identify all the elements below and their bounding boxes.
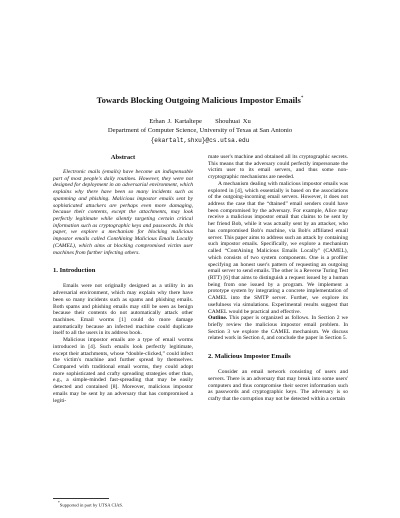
footnote-mark: * bbox=[58, 501, 60, 505]
intro-paragraph-3: mate user's machine and obtained all its cryptographic secrets. This means that the adversary could perfectly impersonate the victim user to its email servers, and thus some non-cryptographic mechanisms are needed. bbox=[208, 154, 348, 181]
author-affiliation: Department of Computer Science, University of Texas at San Antonio bbox=[107, 127, 293, 135]
intro-paragraph-2: Malicious impostor emails are a type of email worms introduced in [4]. Such emails look perfectly legitimate, except their attachments, whose “double-clicked,” could infect the victim's machine and further spread by themselves. Compared with traditional email worms, they could adopt more sophisticated and crafty spreading strategies other than, e.g., a simple-minded fast-spreading that may be easily detected and contained [8]. Moreover, malicious impostor emails may be sent by an adversary that has compromised a legiti- bbox=[53, 337, 193, 404]
section-heading-introduction: 1. Introduction bbox=[53, 267, 96, 275]
paper-title-text: Towards Blocking Outgoing Malicious Impostor Emails bbox=[96, 95, 301, 105]
outline-paragraph bbox=[208, 315, 348, 342]
left-column bbox=[53, 154, 193, 404]
author-names: Erhan J. Kartaltepe Shouhuai Xu bbox=[149, 118, 251, 125]
section2-paragraph-1: Consider an email network consisting of users and servers. There is an adversary that may break into some users' computers and thus compromise their secret information such as passwords and cryptographic keys. The adversary is so crafty that the corruption may not be detected within a certain bbox=[208, 369, 348, 402]
outline-label: Outline. bbox=[208, 315, 228, 322]
intro-paragraph-4: A mechanism dealing with malicious impostor emails was explored in [4], which essentially is based on the associations of the outgoing-incoming email servers. However, it does not address the case that the “dtained” email senders could have been compromised by the adversary. For example, Alice may receive a malicious impostor email that claims to be sent by her friend Bob, while it was actually sent by an attacker, who has compromised Bob's machine, via Bob's affiliated email server. This paper aims to address such an attack by containing such impostor emails. Specifically, we explore a mechanism called “ContAining Malicious Emails Locally” (CAMEL), which consists of two system components. One is a profiler specifying an honest user's pattern of requesting an outgoing email server to send emails. The other is a Reverse Turing Test (RTT) [6] that aims to distinguish a request issued by a human being from one issued by a program. We implement a prototype system by integrating a concrete implementation of CAMEL into the SMTP server. Further, we explore its usefulness via simulations. Experimental results suggest that CAMEL would be practical and effective. bbox=[208, 180, 348, 315]
right-column bbox=[208, 154, 348, 403]
footnote-text: Supported in part by UTSA CIAS. bbox=[59, 502, 124, 508]
author-emails: {ekartalt,shxu}@cs.utsa.edu bbox=[150, 136, 250, 144]
footnote bbox=[58, 501, 123, 508]
intro-paragraph-1: Emails were not originally designed as a utility in an adversarial environment, which may explain why there have been so many incidents such as spams and phishing emails. Both spams and phishing emails may still be seen as benign because their contents do not automatically attack other machines. Email worms [1] could do more damage automatically because an infected machine could duplicate itself to all the users in its address book. bbox=[53, 283, 193, 337]
section-heading-impostor-emails: 2. Malicious Impostor Emails bbox=[208, 353, 291, 361]
paper-title bbox=[0, 95, 400, 105]
outline-text: This paper is organized as follows. In Section 2 we briefly review the malicious impostor email problem. In Section 3 we explore the CAMEL mechanism. We discuss related work in Section 4, and conclude the paper in Section 5. bbox=[208, 315, 348, 342]
footnote-divider bbox=[53, 498, 109, 499]
author-block bbox=[0, 117, 400, 145]
abstract-heading: Abstract bbox=[110, 154, 136, 161]
abstract-text: Electronic mails (emails) have become an indispensable part of most people's daily routines. However, they were not designed for deployment in an adversarial environment, which explains why there have been so many incidents such as spamming and phishing. Malicious impostor emails sent by sophisticated attackers are perhaps even more damaging, because their contents, except the attachments, may look perfectly legitimate while silently targeting certain critical information such as cryptographic keys and passwords. In this paper, we explore a mechanism for blocking malicious impostor emails called ContAining Malicious Emails Locally (CAMEL), which aims at blocking compromised victim user machines from further infecting others. bbox=[53, 169, 193, 256]
title-footnote-mark: * bbox=[300, 96, 304, 102]
